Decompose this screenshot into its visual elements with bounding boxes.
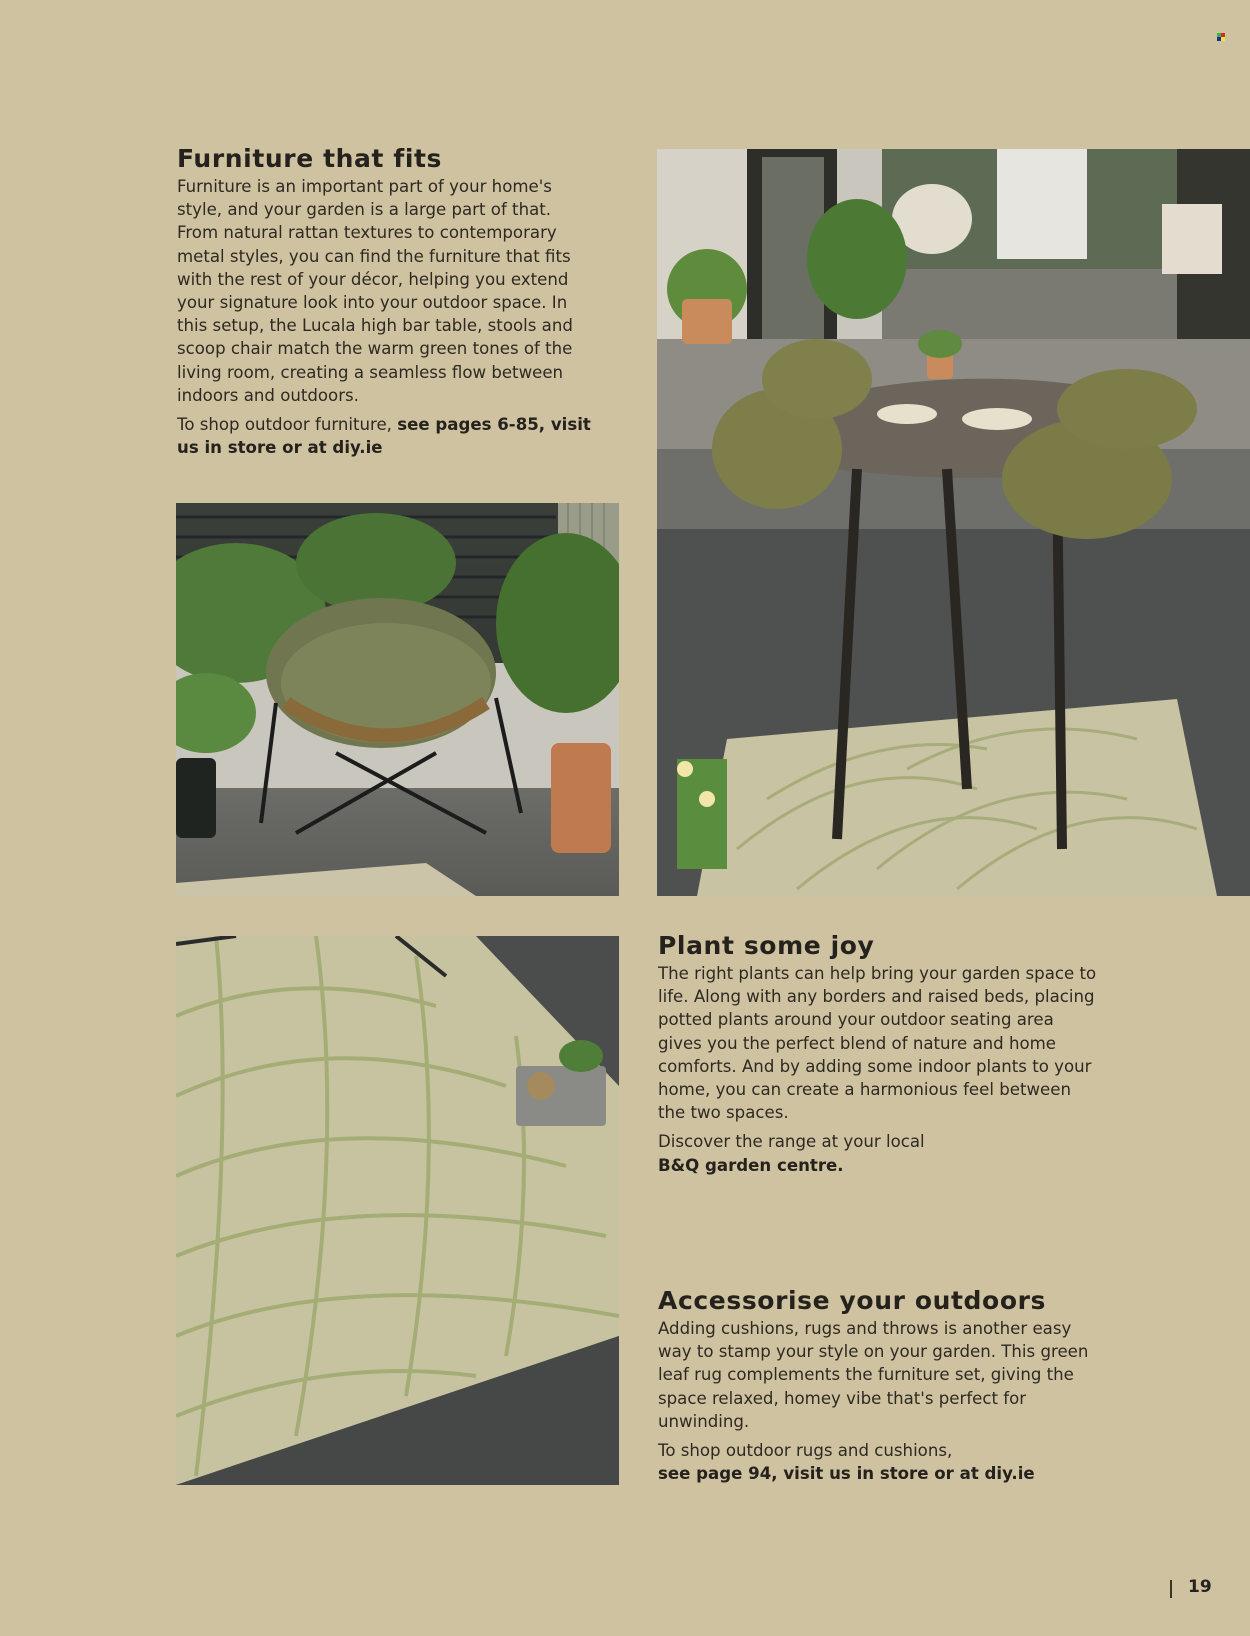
page-number [1188, 1577, 1212, 1597]
plants-cta [658, 1130, 1098, 1176]
accessorise-cta [658, 1439, 1098, 1485]
accessorise-body: Adding cushions, rugs and throws is another easy way to stamp your style on your garden. This green leaf rug complements the furniture set, giving the space relaxed, homey vibe that's perfect for unwinding. [658, 1319, 1089, 1431]
plants-heading: Plant some joy [658, 931, 875, 960]
furniture-section [177, 144, 597, 459]
furniture-cta-link[interactable]: see pages 6-85, visit us in store or at diy.ie [177, 415, 591, 458]
plants-cta-text: Discover the range at your local [658, 1132, 925, 1152]
furniture-cta-text: To shop outdoor furniture, [177, 415, 398, 435]
print-color-mark [1217, 33, 1225, 41]
accessorise-section [658, 1286, 1098, 1485]
plants-body: The right plants can help bring your garden space to life. Along with any borders and raised beds, placing potted plants around your outdoor seating area gives you the perfect blend of nature and home comforts. And by adding some indoor plants to your home, you can create a harmonious feel between the two spaces. [658, 964, 1097, 1123]
dining-set-photo [657, 149, 1250, 896]
furniture-body: Furniture is an important part of your home's style, and your garden is a large part of that. From natural rattan textures to contemporary metal styles, you can find the furniture that fits with the rest of your décor, helping you extend your signature look into your outdoor space. In this setup, the Lucala high bar table, stools and scoop chair match the warm green tones of the living room, creating a seamless flow between indoors and outdoors. [177, 177, 573, 405]
plants-section [658, 931, 1098, 1177]
accessorise-cta-text: To shop outdoor rugs and cushions, [658, 1441, 953, 1461]
furniture-cta [177, 413, 597, 459]
page-number-value: 19 [1188, 1577, 1212, 1597]
accessorise-heading: Accessorise your outdoors [658, 1286, 1046, 1315]
page-number-divider [1170, 1580, 1172, 1598]
leaf-rug-photo [176, 936, 619, 1485]
scoop-chair-photo [176, 503, 619, 896]
plants-cta-link[interactable]: B&Q garden centre. [658, 1155, 844, 1175]
accessorise-cta-link[interactable]: see page 94, visit us in store or at diy.ie [658, 1464, 1035, 1484]
furniture-heading: Furniture that fits [177, 144, 443, 173]
